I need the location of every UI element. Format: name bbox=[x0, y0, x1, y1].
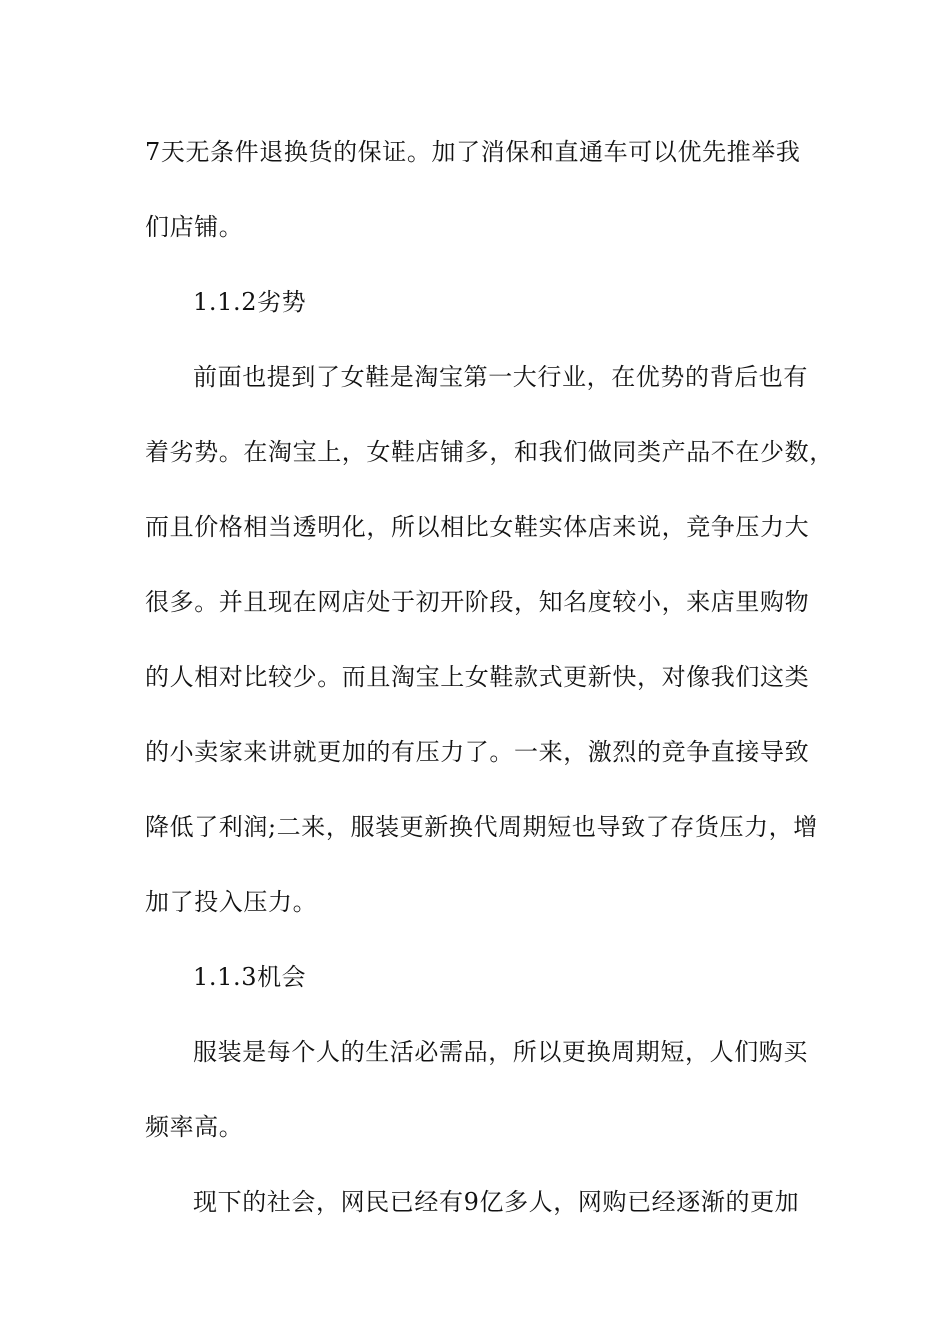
paragraph-line: 前面也提到了女鞋是淘宝第一大行业，在优势的背后也有 bbox=[193, 363, 808, 391]
paragraph-line: 加了投入压力。 bbox=[145, 888, 318, 916]
paragraph-line: 7天无条件退换货的保证。加了消保和直通车可以优先推举我 bbox=[145, 138, 801, 166]
paragraph-line: 们店铺。 bbox=[145, 213, 244, 241]
paragraph-line: 频率高。 bbox=[145, 1113, 244, 1141]
section-heading: 1.1.3机会 bbox=[193, 963, 307, 991]
paragraph-line: 降低了利润;二来，服装更新换代周期短也导致了存货压力，增 bbox=[145, 813, 818, 841]
paragraph-line: 的小卖家来讲就更加的有压力了。一来，激烈的竞争直接导致 bbox=[145, 738, 810, 766]
paragraph-line: 的人相对比较少。而且淘宝上女鞋款式更新快，对像我们这类 bbox=[145, 663, 810, 691]
paragraph-line: 着劣势。在淘宝上，女鞋店铺多，和我们做同类产品不在少数， bbox=[145, 438, 834, 466]
paragraph-line: 而且价格相当透明化，所以相比女鞋实体店来说，竞争压力大 bbox=[145, 513, 810, 541]
paragraph-line: 很多。并且现在网店处于初开阶段，知名度较小，来店里购物 bbox=[145, 588, 810, 616]
section-heading: 1.1.2劣势 bbox=[193, 288, 307, 316]
paragraph-line: 现下的社会，网民已经有9亿多人，网购已经逐渐的更加 bbox=[193, 1188, 800, 1216]
paragraph-line: 服装是每个人的生活必需品，所以更换周期短，人们购买 bbox=[193, 1038, 808, 1066]
